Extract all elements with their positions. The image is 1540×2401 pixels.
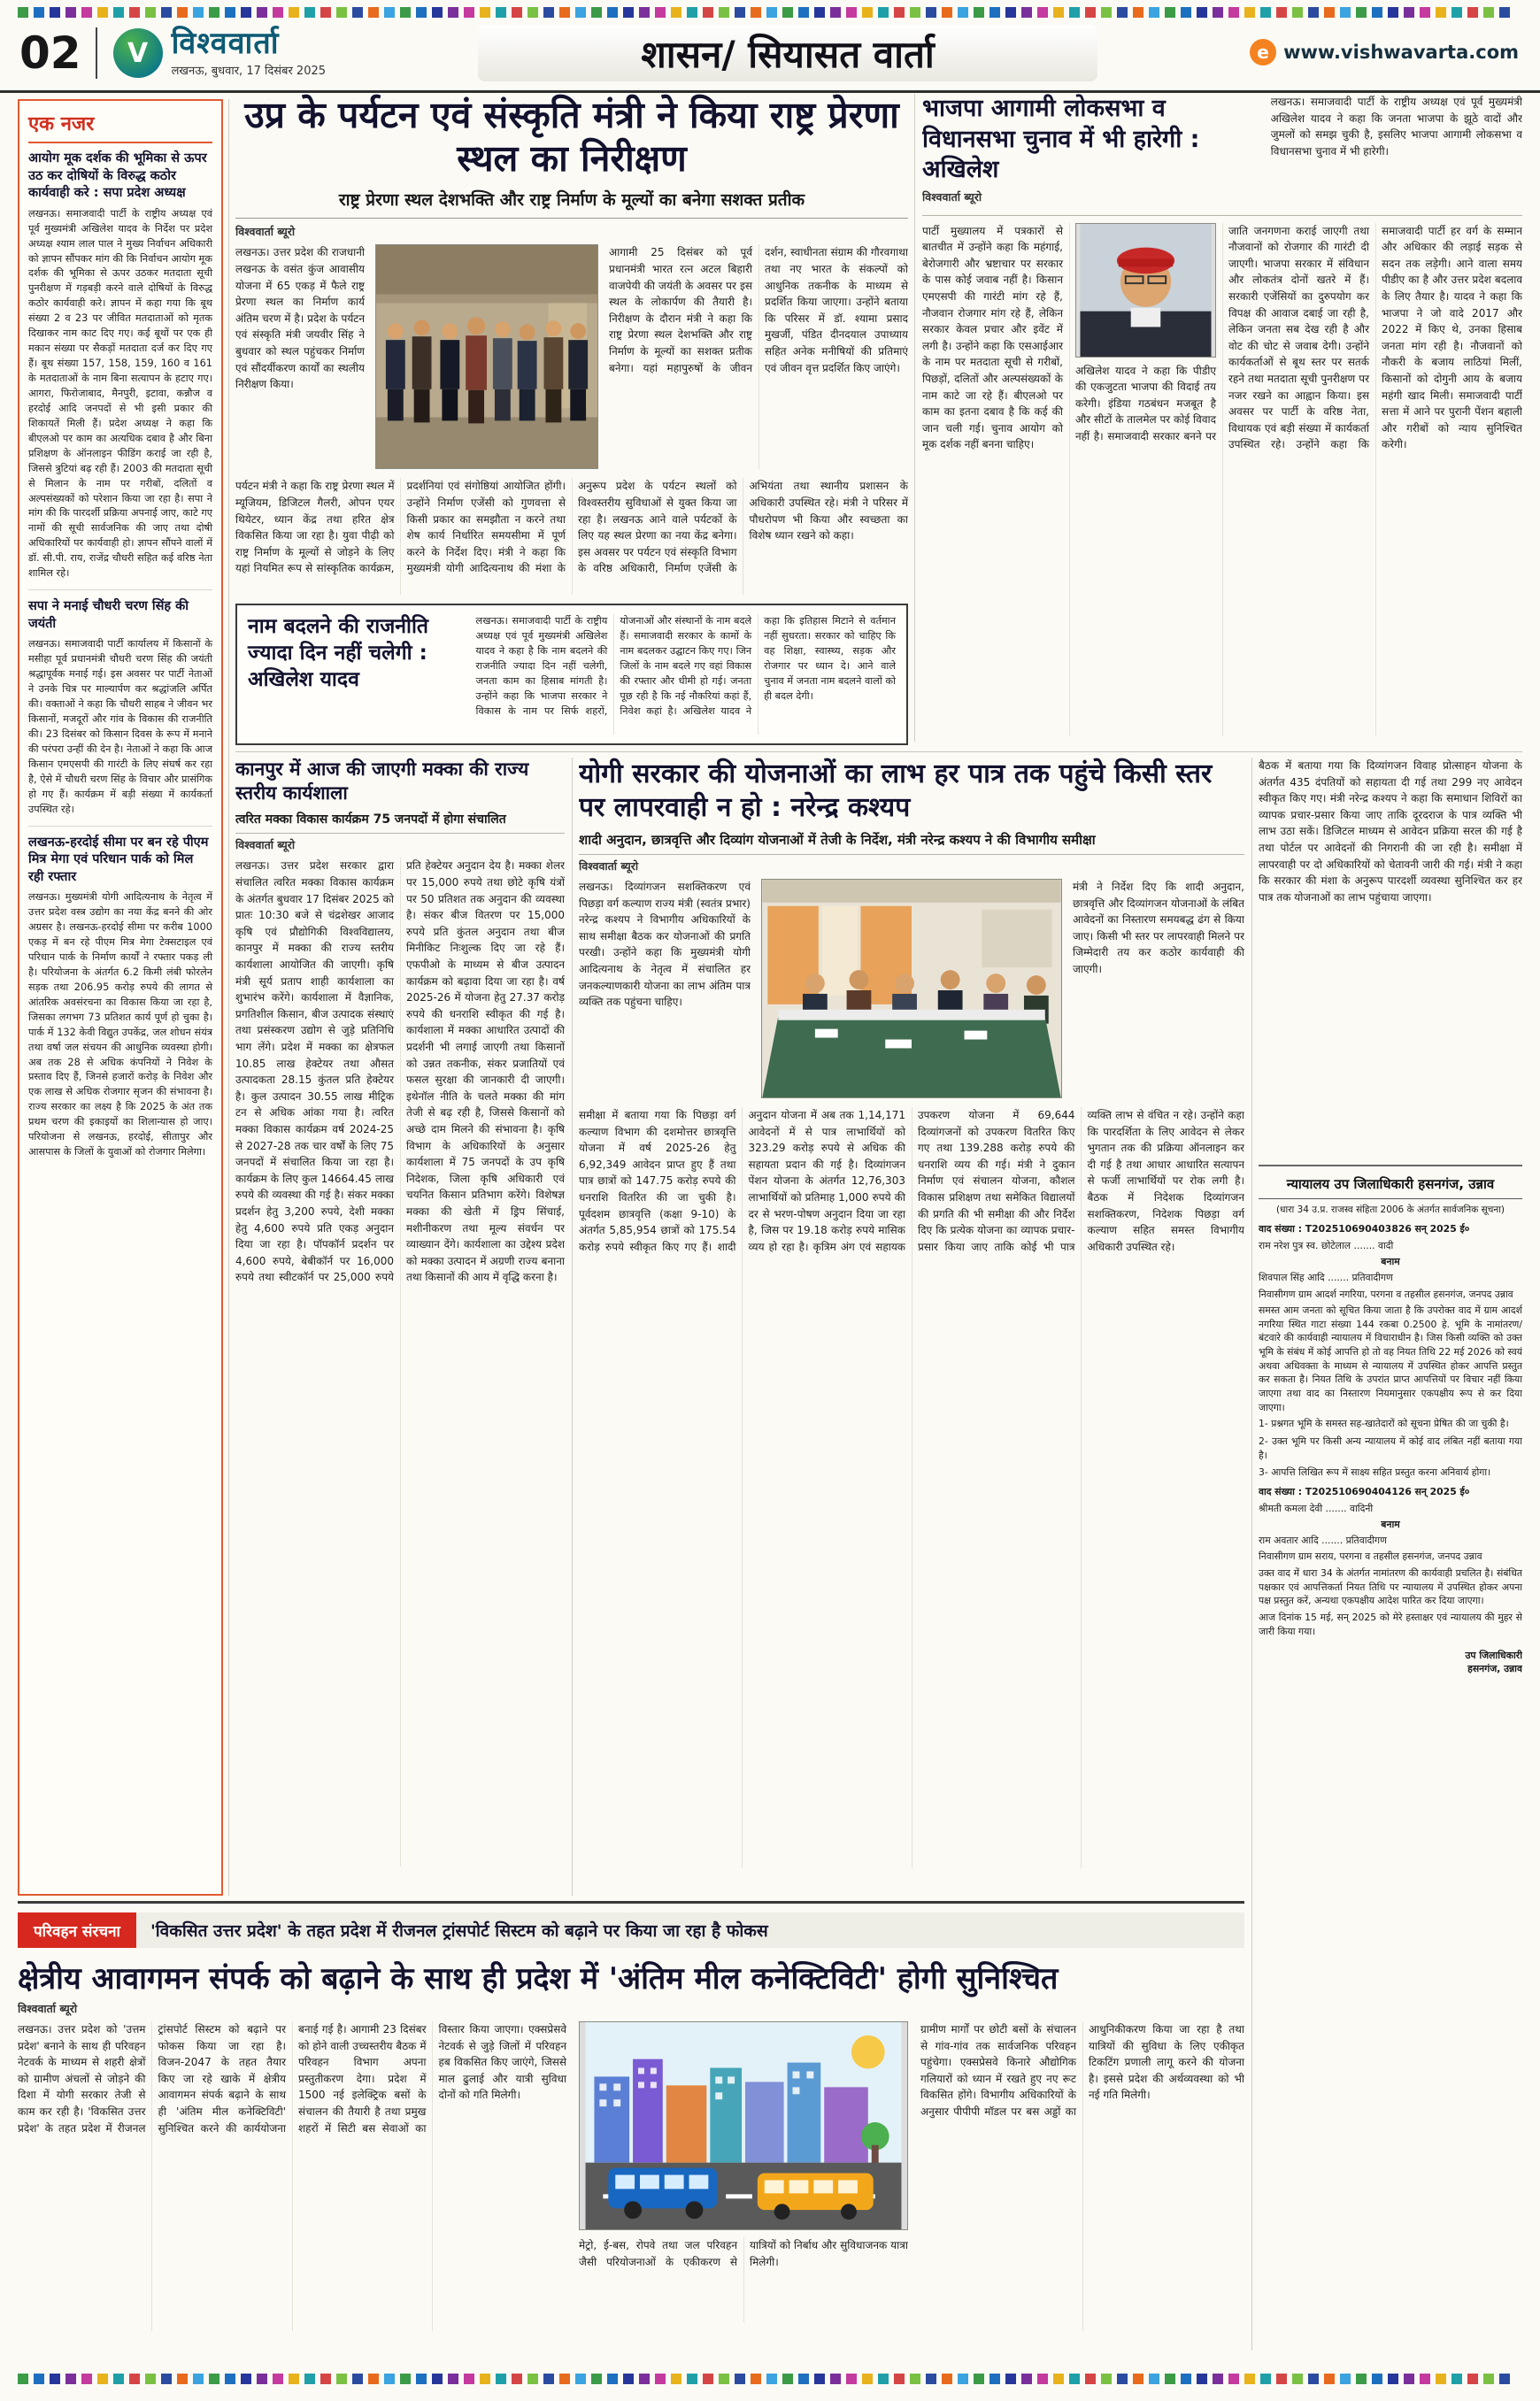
case-versus: बनाम bbox=[1381, 1256, 1400, 1268]
case-number: वाद संख्या : T202510690403826 सन् 2025 ई० bbox=[1259, 1222, 1470, 1235]
notice-issued: आज दिनांक 15 मई, सन् 2025 को मेरे हस्ताक्षर एवं न्यायालय की मुहर से जारी किया गया। bbox=[1259, 1611, 1522, 1637]
inspection-photo bbox=[375, 244, 598, 469]
decorative-top-strip bbox=[18, 7, 1522, 19]
notice-signature: उप जिलाधिकारी bbox=[1465, 1650, 1522, 1662]
article-deck: त्वरित मक्का विकास कार्यक्रम 75 जनपदों में होगा संचालित bbox=[235, 806, 565, 835]
yogi-schemes-article bbox=[579, 758, 1244, 1896]
article-byline: विश्ववार्ता ब्यूरो bbox=[235, 838, 296, 852]
section-kicker-strap: 'विकसित उत्तर प्रदेश' के तहत प्रदेश में रीजनल ट्रांसपोर्ट सिस्टम को बढ़ाने पर किया जा रहा है फोकस bbox=[150, 1921, 768, 1941]
ek-najar-column bbox=[18, 99, 223, 1896]
article-body: लखनऊ। समाजवादी पार्टी के राष्ट्रीय अध्यक्ष एवं पूर्व मुख्यमंत्री अखिलेश यादव के निर्देश पर प्रदेश अध्यक्ष श्याम लाल पाल ने मुख्य निर्वाचन अधिकारी को ज्ञापन सौंपकर मांग की कि निर्वाचन आयोग मूक दर्शक की भूमिका से ऊपर उठकर मतदाता सूची पुनरीक्षण में गड़बड़ी करने वाले दोषियों के विरुद्ध कठोर कार्यवाही करे। ज्ञापन में कहा गया कि बूथ संख्या 2 व 23 पर जीवित मतदाताओं को मृतक दिखाकर नाम काट दिए गए। कई बूथों पर एक ही मकान संख्या पर सैकड़ों मतदाता दर्ज कर दिए गए हैं। बूथ संख्या 157, 158, 159, 160 व 161 के मतदाताओं के नाम बिना सत्यापन के हटाए गए। आगरा, फिरोजाबाद, मैनपुरी, इटावा, कन्नौज व हरदोई आदि जनपदों से भी इसी प्रकार की शिकायतें मिली हैं। प्रदेश अध्यक्ष ने कहा कि बीएलओ पर काम का अत्यधिक दबाव है और बिना प्रशिक्षण के ऑनलाइन फीडिंग कराई जा रही है, जिससे त्रुटियां बढ़ रही हैं। 2003 की मतदाता सूची से मिलान के नाम पर गरीबों, दलितों व अल्पसंख्यकों को परेशान किया जा रहा है। सपा ने मांग की कि पारदर्शी प्रक्रिया अपनाई जाए, काटे गए नामों की सूची सार्वजनिक की जाए तथा दोषी अधिकारियों पर कार्यवाही हो। ज्ञापन सौंपने वालों में डॉ. सी.पी. राय, राजेंद्र चौधरी सहित कई वरिष्ठ नेता शामिल रहे। bbox=[28, 207, 212, 580]
transport-section bbox=[18, 1901, 1244, 2352]
city-transport-illustration bbox=[579, 2021, 908, 2230]
column-divider bbox=[914, 94, 915, 742]
case-body: समस्त आम जनता को सूचित किया जाता है कि उपरोक्त वाद में ग्राम आदर्श नगरिया स्थित गाटा संख्या 144 रकबा 0.2500 हे. भूमि के नामांतरण/बंटवारे की कार्यवाही न्यायालय में विचाराधीन है। जिस किसी व्यक्ति को उक्त भूमि के संबंध में कोई आपत्ति हो तो वह नियत तिथि 22 मई 2026 को स्वयं अथवा अधिवक्ता के माध्यम से न्यायालय में उपस्थित होकर आपत्ति प्रस्तुत कर सकता है। नियत तिथि के उपरां‍त प्राप्त आपत्तियों पर विचार नहीं किया जाएगा तथा वाद का निस्तारण नियमानुसार एकपक्षीय रूप से कर दिया जाएगा। bbox=[1259, 1304, 1522, 1413]
lead-article-top bbox=[235, 244, 908, 469]
transport-kicker bbox=[18, 1912, 1244, 1948]
notice-condition: 2- उक्त भूमि पर किसी अन्य न्यायालय में कोई वाद लंबित नहीं बताया गया है। bbox=[1259, 1435, 1522, 1461]
article-byline: विश्ववार्ता ब्यूरो bbox=[922, 189, 982, 204]
court-notice-subtitle: (धारा 34 उ.प्र. राजस्व संहिता 2006 के अंतर्गत सार्वजनिक सूचना) bbox=[1275, 1204, 1505, 1215]
akhilesh-photo bbox=[1075, 223, 1216, 358]
page-number: 02 bbox=[18, 27, 97, 79]
section-kicker-label: परिवहन संरचना bbox=[18, 1912, 136, 1948]
lead-body-bottom: पर्यटन मंत्री ने कहा कि राष्ट्र प्रेरणा स्थल में म्यूजियम, डिजिटल गैलरी, ओपन एयर थियेटर, ध्यान केंद्र तथा हरित क्षेत्र विकसित किया जा रहा है। युवा पीढ़ी को राष्ट्र निर्माण के मूल्यों से जोड़ने के लिए यहां नियमित रूप से सांस्कृतिक कार्यक्रम, प्रदर्शनियां एवं संगोष्ठियां आयोजित होंगी। उन्होंने निर्माण एजेंसी को गुणवत्ता से किसी प्रकार का समझौता न करने तथा शेष कार्य निर्धारित समयसीमा में पूर्ण करने के निर्देश दिए। मंत्री ने कहा कि मुख्यमंत्री योगी आदित्यनाथ की मंशा के अनुरूप प्रदेश के पर्यटन स्थलों को विश्वस्तरीय सुविधाओं से युक्त किया जा रहा है। लखनऊ आने वाले पर्यटकों के लिए यह स्थल प्रेरणा का नया केंद्र बनेगा। इस अवसर पर पर्यटन एवं संस्कृति विभाग के वरिष्ठ अधिकारी, निर्माण एजेंसी के अभियंता तथा स्थानीय प्रशासन के अधिकारी उपस्थित रहे। मंत्री ने परिसर में पौधरोपण भी किया और स्वच्छता का विशेष ध्यान रखने को कहा। bbox=[235, 480, 908, 575]
article-body-part: मंत्री ने निर्देश दिए कि शादी अनुदान, छात्रवृत्ति और दिव्यांगजन योजनाओं के लंबित आवेदनों का निस्तारण समयबद्ध ढंग से किया जाए। किसी भी स्तर पर लापरवाही मिलने पर जिम्मेदारी तय कर कठोर कार्यवाही की जाएगी। bbox=[1073, 881, 1244, 975]
meeting-photo-illustration bbox=[762, 880, 1061, 1097]
meeting-photo bbox=[761, 879, 1062, 1098]
article-deck: शादी अनुदान, छात्रवृत्ति और दिव्यांग योजनाओं में तेजी के निर्देश, मंत्री नरेन्द्र कश्यप ने की विभागीय समीक्षा bbox=[579, 826, 1244, 855]
akhilesh-portrait-illustration bbox=[1076, 224, 1215, 357]
section-divider bbox=[235, 751, 1522, 752]
maize-workshop-article bbox=[235, 758, 565, 1896]
lead-headline: उप्र के पर्यटन एवं संस्कृति मंत्री ने किया राष्ट्र प्रेरणा स्थल का निरीक्षण bbox=[244, 94, 899, 181]
inspection-photo-illustration bbox=[376, 245, 597, 468]
page-header bbox=[18, 21, 1522, 85]
article-headline: लखनऊ-हरदोई सीमा पर बन रहे पीएम मित्र मेगा एवं परिधान पार्क को मिल रही रफ्तार bbox=[28, 835, 209, 884]
website bbox=[1250, 39, 1519, 65]
article-headline: योगी सरकार की योजनाओं का लाभ हर पात्र तक पहुंचे किसी स्तर पर लापरवाही न हो : नरेन्द्र कश्यप bbox=[579, 758, 1213, 824]
masthead bbox=[113, 25, 327, 79]
city-buses-illustration bbox=[580, 2022, 907, 2229]
article-intro: लखनऊ। समाजवादी पार्टी के राष्ट्रीय अध्यक्ष एवं पूर्व मुख्यमंत्री अखिलेश यादव ने कहा कि जनता भाजपा के झूठे वादों और जुमलों को समझ चुकी है, इसलिए भाजपा आगामी लोकसभा व विधानसभा चुनाव में भी हारेगी। bbox=[1270, 96, 1522, 158]
masthead-logo-icon: V bbox=[113, 28, 163, 78]
right-rail bbox=[1259, 758, 1522, 2351]
article-body: लखनऊ। समाजवादी पार्टी के राष्ट्रीय अध्यक्ष एवं पूर्व मुख्यमंत्री अखिलेश यादव ने कहा है कि नाम बदलने की राजनीति ज्यादा दिन नहीं चलेगी, जनता काम का हिसाब मांगती है। उन्होंने कहा कि भाजपा सरकार ने विकास के नाम पर सिर्फ शहरों, योजनाओं और संस्थानों के नाम बदले हैं। समाजवादी सरकार के कामों के नाम बदलकर उद्घाटन किए गए। जिन जिलों के नाम बदले गए वहां विकास की रफ्तार और धीमी हो गई। जनता पूछ रही है कि नई नौकरियां कहां हैं, निवेश कहां है। अखिलेश यादव ने कहा कि इतिहास मिटाने से वर्तमान नहीं सुधरता। सरकार को चाहिए कि वह शिक्षा, स्वास्थ्य, सड़क और रोजगार पर ध्यान दे। आने वाले चुनाव में जनता नाम बदलने वालों को ही बदल देगी। bbox=[475, 615, 896, 717]
bjp-election-article bbox=[922, 94, 1522, 742]
column-divider bbox=[572, 758, 573, 1896]
article-byline: विश्ववार्ता ब्यूरो bbox=[579, 859, 639, 873]
website-e-icon: e bbox=[1250, 39, 1276, 65]
lead-byline: विश्ववार्ता ब्यूरो bbox=[235, 225, 296, 239]
section-title: शासन/ सियासत वार्ता bbox=[478, 25, 1097, 81]
transport-body-middle: मेट्रो, ई-बस, रोपवे तथा जल परिवहन जैसी परियोजनाओं के एकीकरण से यात्रियों को निर्बाध और सुविधाजनक यात्रा मिलेगी। bbox=[579, 2239, 908, 2268]
lead-body-col2: आगामी 25 दिसंबर को पूर्व प्रधानमंत्री भारत रत्न अटल बिहारी वाजपेयी की जयंती के अवसर पर इस स्थल के लोकार्पण की तैयारी है। निरीक्षण के दौरान मंत्री ने कहा कि राष्ट्र प्रेरणा स्थल देशभक्ति और राष्ट्र निर्माण के मूल्यों का सशक्त प्रतीक बनेगा। यहां महापुरुषों के जीवन दर्शन, स्वाधीनता संग्राम की गौरवगाथा तथा नए भारत के संकल्पों को आधुनिक तकनीक के माध्यम से प्रदर्शित किया जाएगा। उन्होंने बताया कि परिसर में डॉ. श्यामा प्रसाद मुखर्जी, पंडित दीनदयाल उपाध्याय सहित अनेक मनीषियों की प्रतिमाएं एवं जीवन वृत्त प्रदर्शित किए जाएंगे। bbox=[609, 246, 908, 374]
article-body: लखनऊ। उत्तर प्रदेश सरकार द्वारा संचालित त्वरित मक्का विकास कार्यक्रम के अंतर्गत बुधवार 17 दिसंबर 2025 को प्रातः 10:30 बजे से चंद्रशेखर आजाद कृषि एवं प्रौद्योगिकी विश्वविद्यालय, कानपुर में मक्का की राज्य स्तरीय कार्यशाला आयोजित की जाएगी। कृषि मंत्री सूर्य प्रताप शाही कार्यशाला का शुभारंभ करेंगे। कार्यशाला में वैज्ञानिक, प्रगतिशील किसान, बीज उत्पादक संस्थाएं तथा प्रसंस्करण उद्योग से जुड़े प्रतिनिधि भाग लेंगे। प्रदेश में मक्का का क्षेत्रफल 10.85 लाख हेक्टेयर तथा औसत उत्पादकता 28.15 कुंतल प्रति हेक्टेयर है। कुल उत्पादन 30.55 लाख मीट्रिक टन से अधिक आंका गया है। त्वरित मक्का विकास कार्यक्रम वर्ष 2024-25 से 2027-28 तक चार वर्षों के लिए 75 जनपदों में संचालित किया जा रहा है। कार्यक्रम के लिए कुल 14664.45 लाख रुपये की व्यवस्था की गई है। संकर मक्का प्रदर्शन हेतु 3,200 रुपये, देशी मक्का हेतु 4,600 रुपये प्रति एकड़ अनुदान दिया जा रहा है। पॉपकॉर्न प्रदर्शन पर 4,600 रुपये, बेबीकॉर्न पर 16,000 रुपये तथा स्वीटकॉर्न पर 25,000 रुपये प्रति हेक्टेयर अनुदान देय है। मक्का शेलर पर 15,000 रुपये तथा छोटे कृषि यंत्रों पर 50 प्रतिशत तक अनुदान की व्यवस्था है। संकर बीज वितरण पर 15,000 रुपये प्रति कुंतल अनुदान तथा बीज मिनीकिट निःशुल्क दिए जा रहे हैं। एफपीओ के माध्यम से बीज उत्पादन कार्यक्रम को बढ़ावा दिया जा रहा है। वर्ष 2025-26 में योजना हेतु 27.37 करोड़ रुपये की धनराशि स्वीकृत की गई है। कार्यशाला में मक्का आधारित उत्पादों की प्रदर्शनी भी लगाई जाएगी तथा किसानों को उन्नत तकनीक, संकर प्रजातियों एवं फसल सुरक्षा की जानकारी दी जाएगी। इथेनॉल नीति के चलते मक्का की मांग तेजी से बढ़ रही है, जिससे किसानों को अच्छे दाम मिलने की संभावना है। कृषि विभाग के अधिकारियों के अनुसार कार्यशाला में 75 जनपदों के उप कृषि निदेशक, जिला कृषि अधिकारी एवं चयनित किसान प्रतिभाग करेंगे। विशेषज्ञ मक्का की खेती में ड्रिप सिंचाई, मशीनीकरण तथा मूल्य संवर्धन पर व्याख्यान देंगे। कार्यशाला का उद्देश्य प्रदेश को मक्का उत्पादन में अग्रणी राज्य बनाना तथा किसानों की आय में वृद्धि करना है। bbox=[235, 859, 565, 1284]
case-party: राम नरेश पुत्र स्व. छोटेलाल ....... वादी bbox=[1259, 1239, 1394, 1251]
article-headline: कानपुर में आज की जाएगी मक्का की राज्य स्तरीय कार्यशाला bbox=[235, 758, 529, 804]
article-body bbox=[922, 223, 1522, 736]
column-divider bbox=[1251, 758, 1252, 2351]
ek-najar-article bbox=[28, 589, 212, 825]
article-body-part: लखनऊ। दिव्यांगजन सशक्तिकरण एवं पिछड़ा वर्ग कल्याण राज्य मंत्री (स्वतंत्र प्रभार) नरेन्द्र कश्यप ने विभागीय अधिकारियों के साथ समीक्षा बैठक कर योजनाओं की प्रगति परखी। उन्होंने कहा कि मुख्यमंत्री योगी आदित्यनाथ के नेतृत्व में संचालित हर जनकल्याणकारी योजना का लाभ अंतिम पात्र व्यक्ति तक पहुंचना चाहिए। bbox=[579, 881, 751, 1009]
court-notice bbox=[1259, 1175, 1522, 1675]
transport-body-right: ग्रामीण मार्गों पर छोटी बसों के संचालन से गांव-गांव तक सार्वजनिक परिवहन पहुंचेगा। एक्सप्रेसवे किनारे औद्योगिक गलियारों को ध्यान में रखते हुए नए रूट विकसित होंगे। विभागीय अधिकारियों के अनुसार पीपीपी मॉडल पर बस अड्डों का आधुनिकीकरण किया जा रहा है तथा यात्रियों की सुविधा के लिए एकीकृत टिकटिंग प्रणाली लागू करने की योजना है। इससे प्रदेश की अर्थव्यवस्था को भी नई गति मिलेगी। bbox=[920, 2023, 1244, 2118]
article-headline: नाम बदलने की राजनीति ज्यादा दिन नहीं चलेगी : अखिलेश यादव bbox=[248, 615, 429, 691]
decorative-bottom-strip bbox=[18, 2374, 1522, 2386]
lead-deck: राष्ट्र प्रेरणा स्थल देशभक्ति और राष्ट्र निर्माण के मूल्यों का बनेगा सशक्त प्रतीक bbox=[235, 181, 908, 219]
case-party: श्रीमती कमला देवी ....... वादिनी bbox=[1259, 1502, 1374, 1514]
article-body: लखनऊ। मुख्यमंत्री योगी आदित्यनाथ के नेतृत्व में उत्तर प्रदेश वस्त्र उद्योग का नया केंद्र बनने की ओर अग्रसर है। लखनऊ-हरदोई सीमा पर करीब 1000 एकड़ में बन रहे पीएम मित्र मेगा टेक्सटाइल एवं परिधान पार्क के निर्माण कार्यों ने रफ्तार पकड़ ली है। परियोजना के अंतर्गत 6.2 किमी लंबी फोरलेन सड़क तथा 206.95 करोड़ रुपये की लागत से आंतरिक अवसंरचना का विकास किया जा रहा है, जिसका लगभग 73 प्रतिशत कार्य पूर्ण हो चुका है। पार्क में 132 केवी विद्युत उपकेंद्र, जल शोधन संयंत्र तथा वर्षा जल संचयन की आधुनिक व्यवस्था होगी। अब तक 28 से अधिक कंपनियों ने निवेश के प्रस्ताव दिए हैं, जिनसे हजारों करोड़ के निवेश और एक लाख से अधिक रोजगार सृजन की संभावना है। राज्य सरकार का लक्ष्य है कि 2025 के अंत तक प्रथम चरण की इकाइयों का शिलान्यास हो जाए। परियोजना से लखनऊ, हरदोई, सीतापुर और आसपास के जिलों के युवाओं को रोजगार मिलेगा। bbox=[28, 891, 212, 1158]
ek-najar-article bbox=[28, 826, 212, 1169]
ek-najar-article bbox=[28, 150, 212, 589]
lead-body-col1: लखनऊ। उत्तर प्रदेश की राजधानी लखनऊ के वसंत कुंज आवासीय योजना में 65 एकड़ में फैले राष्ट्र प्रेरणा स्थल का निर्माण कार्य अंतिम चरण में है। प्रदेश के पर्यटन एवं संस्कृति मंत्री जयवीर सिंह ने बुधवार को स्थल पहुंचकर निर्माण एवं सौंदर्यीकरण कार्यों का स्थलीय निरीक्षण किया। bbox=[235, 246, 365, 391]
column-divider bbox=[228, 99, 229, 1896]
header-rule bbox=[0, 90, 1540, 93]
case-address: निवासीगण ग्राम सराय, परगना व तहसील हसनगंज, जनपद उन्नाव bbox=[1259, 1551, 1482, 1563]
notice-signature-place: हसनगंज, उन्नाव bbox=[1467, 1663, 1522, 1675]
lead-article bbox=[235, 94, 908, 595]
website-url: www.vishwavarta.com bbox=[1283, 42, 1519, 63]
name-politics-article bbox=[235, 604, 908, 745]
article-body-bottom: समीक्षा में बताया गया कि पिछड़ा वर्ग कल्याण विभाग की दशमोत्तर छात्रवृत्ति योजना में वर्ष 2025-26 हेतु 6,92,349 आवेदन प्राप्त हुए हैं तथा पात्र छात्रों को 147.75 करोड़ रुपये की धनराशि वितरित की जा चुकी है। पूर्वदशम छात्रवृत्ति (कक्षा 9-10) के अंतर्गत 5,85,954 छात्रों को 175.54 करोड़ रुपये स्वीकृत किए गए हैं। शादी अनुदान योजना में अब तक 1,14,171 आवेदनों में से पात्र लाभार्थियों को 323.29 करोड़ रुपये से अधिक की सहायता प्रदान की गई है। दिव्यांगजन पेंशन योजना के अंतर्गत 12,76,303 लाभार्थियों को प्रतिमाह 1,000 रुपये की दर से भरण-पोषण अनुदान दिया जा रहा है, जिस पर 19.18 करोड़ रुपये मासिक व्यय हो रहा है। कृत्रिम अंग एवं सहायक उपकरण योजना में 69,644 दिव्यांगजनों को उपकरण वितरित किए गए तथा 139.288 करोड़ रुपये की धनराशि व्यय की गई। मंत्री ने दुकान निर्माण एवं संचालन योजना, कौशल विकास प्रशिक्षण तथा समेकित विद्यालयों की प्रगति की भी समीक्षा की और निर्देश दिए कि प्रत्येक योजना का व्यापक प्रचार-प्रसार किया जाए ताकि कोई भी पात्र व्यक्ति लाभ से वंचित न रहे। उन्होंने कहा कि पारदर्शिता के लिए आवेदन से लेकर भुगतान तक की प्रक्रिया ऑनलाइन कर दी गई है तथा आधार आधारित सत्यापन से फर्जी लाभार्थियों पर रोक लगी है। बैठक में निदेशक दिव्यांगजन सशक्तिकरण, निदेशक पिछड़ा वर्ग कल्याण सहित समस्त विभागीय अधिकारी उपस्थित रहे। bbox=[579, 1109, 1244, 1253]
article-body-part: अखिलेश यादव ने कहा कि पीडीए की एकजुटता भाजपा की विदाई तय करेगी। इंडिया गठबंधन मजबूत है और सीटों के तालमेल पर कोई विवाद नहीं है। समाजवादी सरकार बनने पर जाति जनगणना कराई जाएगी तथा नौजवानों को रोजगार की गारंटी दी जाएगी। भाजपा सरकार में संविधान और लोकतंत्र दोनों खतरे में हैं। सरकारी एजेंसियों का दुरुपयोग कर विपक्ष की आवाज दबाई जा रही है, लेकिन जनता सब देख रही है और वोट की चोट से जवाब देगी। उन्होंने कार्यकर्ताओं से बूथ स्तर पर सतर्क रहने तथा मतदाता सूची पुनरीक्षण पर नजर रखने का आह्वान किया। इस अवसर पर पार्टी के वरिष्ठ नेता, विधायक एवं बड़ी संख्या में कार्यकर्ता उपस्थित रहे। उन्होंने कहा कि समाजवादी पार्टी हर वर्ग के सम्मान और अधिकार की लड़ाई सड़क से सदन तक लड़ेगी। आने वाला समय पीडीए का है और उत्तर प्रदेश बदलाव के लिए तैयार है। यादव ने कहा कि भाजपा ने जो वादे 2017 और 2022 में किए थे, उनका हिसाब जनता मांग रही है। नौजवानों को नौकरी के बजाय लाठियां मिलीं, किसानों को दोगुनी आय के बजाय महंगी खाद मिली। समाजवादी पार्टी सत्ता में आने पर पुरानी पेंशन बहाली और गरीबों को न्याय सुनिश्चित करेगी। bbox=[1075, 224, 1522, 451]
article-body: लखनऊ। समाजवादी पार्टी कार्यालय में किसानों के मसीहा पूर्व प्रधानमंत्री चौधरी चरण सिंह की जयंती श्रद्धापूर्वक मनाई गई। इस अवसर पर पार्टी नेताओं ने उनके चित्र पर माल्यार्पण कर श्रद्धांजलि अर्पित की। वक्ताओं ने कहा कि चौधरी साहब ने जीवन भर किसानों, मजदूरों और गांव के विकास की राजनीति की। 23 दिसंबर को किसान दिवस के रूप में मनाने की परंपरा उन्हीं की देन है। नेताओं ने कहा कि आज किसान एमएसपी की गारंटी के लिए संघर्ष कर रहा है, ऐसे में चौधरी चरण सिंह के विचार और प्रासंगिक हो गए हैं। कार्यक्रम में बड़ी संख्या में कार्यकर्ता उपस्थित रहे। bbox=[28, 638, 212, 815]
notice-condition: 3- आपत्ति लिखित रूप में साक्ष्य सहित प्रस्तुत करना अनिवार्य होगा। bbox=[1259, 1466, 1491, 1479]
masthead-title: विश्ववार्ता bbox=[171, 25, 280, 61]
article-body-part: पार्टी मुख्यालय में पत्रकारों से बातचीत में उन्होंने कहा कि महंगाई, बेरोजगारी और भ्रष्टाचार पर सरकार के पास कोई जवाब नहीं है। किसान एमएसपी की गारंटी मांग रहे हैं, नौजवान रोजगार मांग रहे हैं, लेकिन सरकार केवल प्रचार और इवेंट में लगी है। उन्होंने कहा कि एसआईआर के नाम पर मतदाता सूची से गरीबों, पिछड़ों, दलितों और अल्पसंख्यकों के नाम काटे जा रहे हैं। बीएलओ पर काम का इतना दबाव है कि कई की जान चली गई। चुनाव आयोग को मूक दर्शक नहीं बनना चाहिए। bbox=[922, 224, 1063, 451]
notice-conditions bbox=[1259, 1417, 1522, 1480]
case-versus: बनाम bbox=[1381, 1519, 1400, 1531]
case-address: निवासीगण ग्राम आदर्श नगरिया, परगना व तहसील हसनगंज, जनपद उन्नाव bbox=[1259, 1288, 1513, 1300]
yogi-article-continuation: बैठक में बताया गया कि दिव्यांगजन विवाह प्रोत्साहन योजना के अंतर्गत 435 दंपतियों को सहायता दी गई तथा 299 नए आवेदन स्वीकृत किए गए। मंत्री नरेन्द्र कश्यप ने कहा कि समाधान शिविरों का व्यापक प्रचार-प्रसार किया जाए ताकि दूरदराज के पात्र व्यक्ति भी लाभ उठा सकें। डिजिटल माध्यम से आवेदन प्रक्रिया सरल की गई है तथा पोर्टल पर आवेदनों की निगरानी की जा रही है। समीक्षा में लापरवाही पर दो अधिकारियों को चेतावनी जारी की गई। मंत्री ने कहा कि सरकार की मंशा के अनुरूप पारदर्शी व्यवस्था सुनिश्चित कर हर पात्र तक योजनाओं का लाभ पहुंचाया जाएगा। bbox=[1259, 758, 1522, 1166]
transport-body-left: लखनऊ। उत्तर प्रदेश को 'उत्तम प्रदेश' बनाने के साथ ही परिवहन नेटवर्क के माध्यम से शहरी क्षेत्रों को ग्रामीण अंचलों से जोड़ने की दिशा में योगी सरकार तेजी से काम कर रही है। 'विकसित उत्तर प्रदेश' के तहत प्रदेश में रीजनल ट्रांसपोर्ट सिस्टम को बढ़ाने पर फोकस किया जा रहा है। विजन-2047 के तहत तैयार किए जा रहे खाके में क्षेत्रीय आवागमन संपर्क बढ़ाने के साथ ही 'अंतिम मील कनेक्टिविटी' सुनिश्चित करने की कार्ययोजना बनाई गई है। आगामी 23 दिसंबर को होने वाली उच्चस्तरीय बैठक में परिवहन विभाग अपना प्रस्तुतीकरण देगा। प्रदेश में 1500 नई इलेक्ट्रिक बसों के संचालन की तैयारी है तथा प्रमुख शहरों में सिटी बस सेवाओं का विस्तार किया जाएगा। एक्सप्रेसवे नेटवर्क से जुड़े जिलों में परिवहन हब विकसित किए जाएंगे, जिससे माल ढुलाई और यात्री सुविधा दोनों को गति मिलेगी। bbox=[18, 2023, 566, 2135]
article-headline: भाजपा आगामी लोकसभा व विधानसभा चुनाव में भी हारेगी : अखिलेश bbox=[922, 95, 1200, 184]
case-number: वाद संख्या : T202510690404126 सन् 2025 ई० bbox=[1259, 1485, 1470, 1497]
case-party: राम अवतार आदि ....... प्रतिवादीगण bbox=[1259, 1534, 1387, 1546]
article-headline: सपा ने मनाई चौधरी चरण सिंह की जयंती bbox=[28, 599, 189, 631]
transport-headline: क्षेत्रीय आवागमन संपर्क को बढ़ाने के साथ ही प्रदेश में 'अंतिम मील कनेक्टिविटी' होगी सुनिश्चित bbox=[18, 1961, 1059, 1997]
court-notice-title: न्यायालय उप जिलाधिकारी हसनगंज, उन्नाव bbox=[1259, 1175, 1522, 1199]
masthead-dateline: लखनऊ, बुधवार, 17 दिसंबर 2025 bbox=[171, 65, 327, 79]
ek-najar-title: एक नजर bbox=[28, 110, 212, 143]
case-party: शिवपाल सिंह आदि ....... प्रतिवादीगण bbox=[1259, 1271, 1393, 1283]
transport-byline: विश्ववार्ता ब्यूरो bbox=[18, 2002, 78, 2015]
notice-condition: 1- प्रश्नगत भूमि के समस्त सह-खातेदारों को सूचना प्रेषित की जा चुकी है। bbox=[1259, 1418, 1509, 1430]
article-headline: आयोग मूक दर्शक की भूमिका से ऊपर उठ कर दोषियों के विरुद्ध कठोर कार्यवाही करे : सपा प्रदेश अध्यक्ष bbox=[28, 151, 207, 201]
case-body: उक्त वाद में धारा 34 के अंतर्गत नामांतरण की कार्यवाही प्रचलित है। संबंधित पक्षकार एवं आपत्तिकर्ता नियत तिथि पर न्यायालय में उपस्थित होकर अपना पक्ष प्रस्तुत करें, अन्यथा एकपक्षीय आदेश पारित कर दिया जाएगा। bbox=[1259, 1567, 1522, 1607]
